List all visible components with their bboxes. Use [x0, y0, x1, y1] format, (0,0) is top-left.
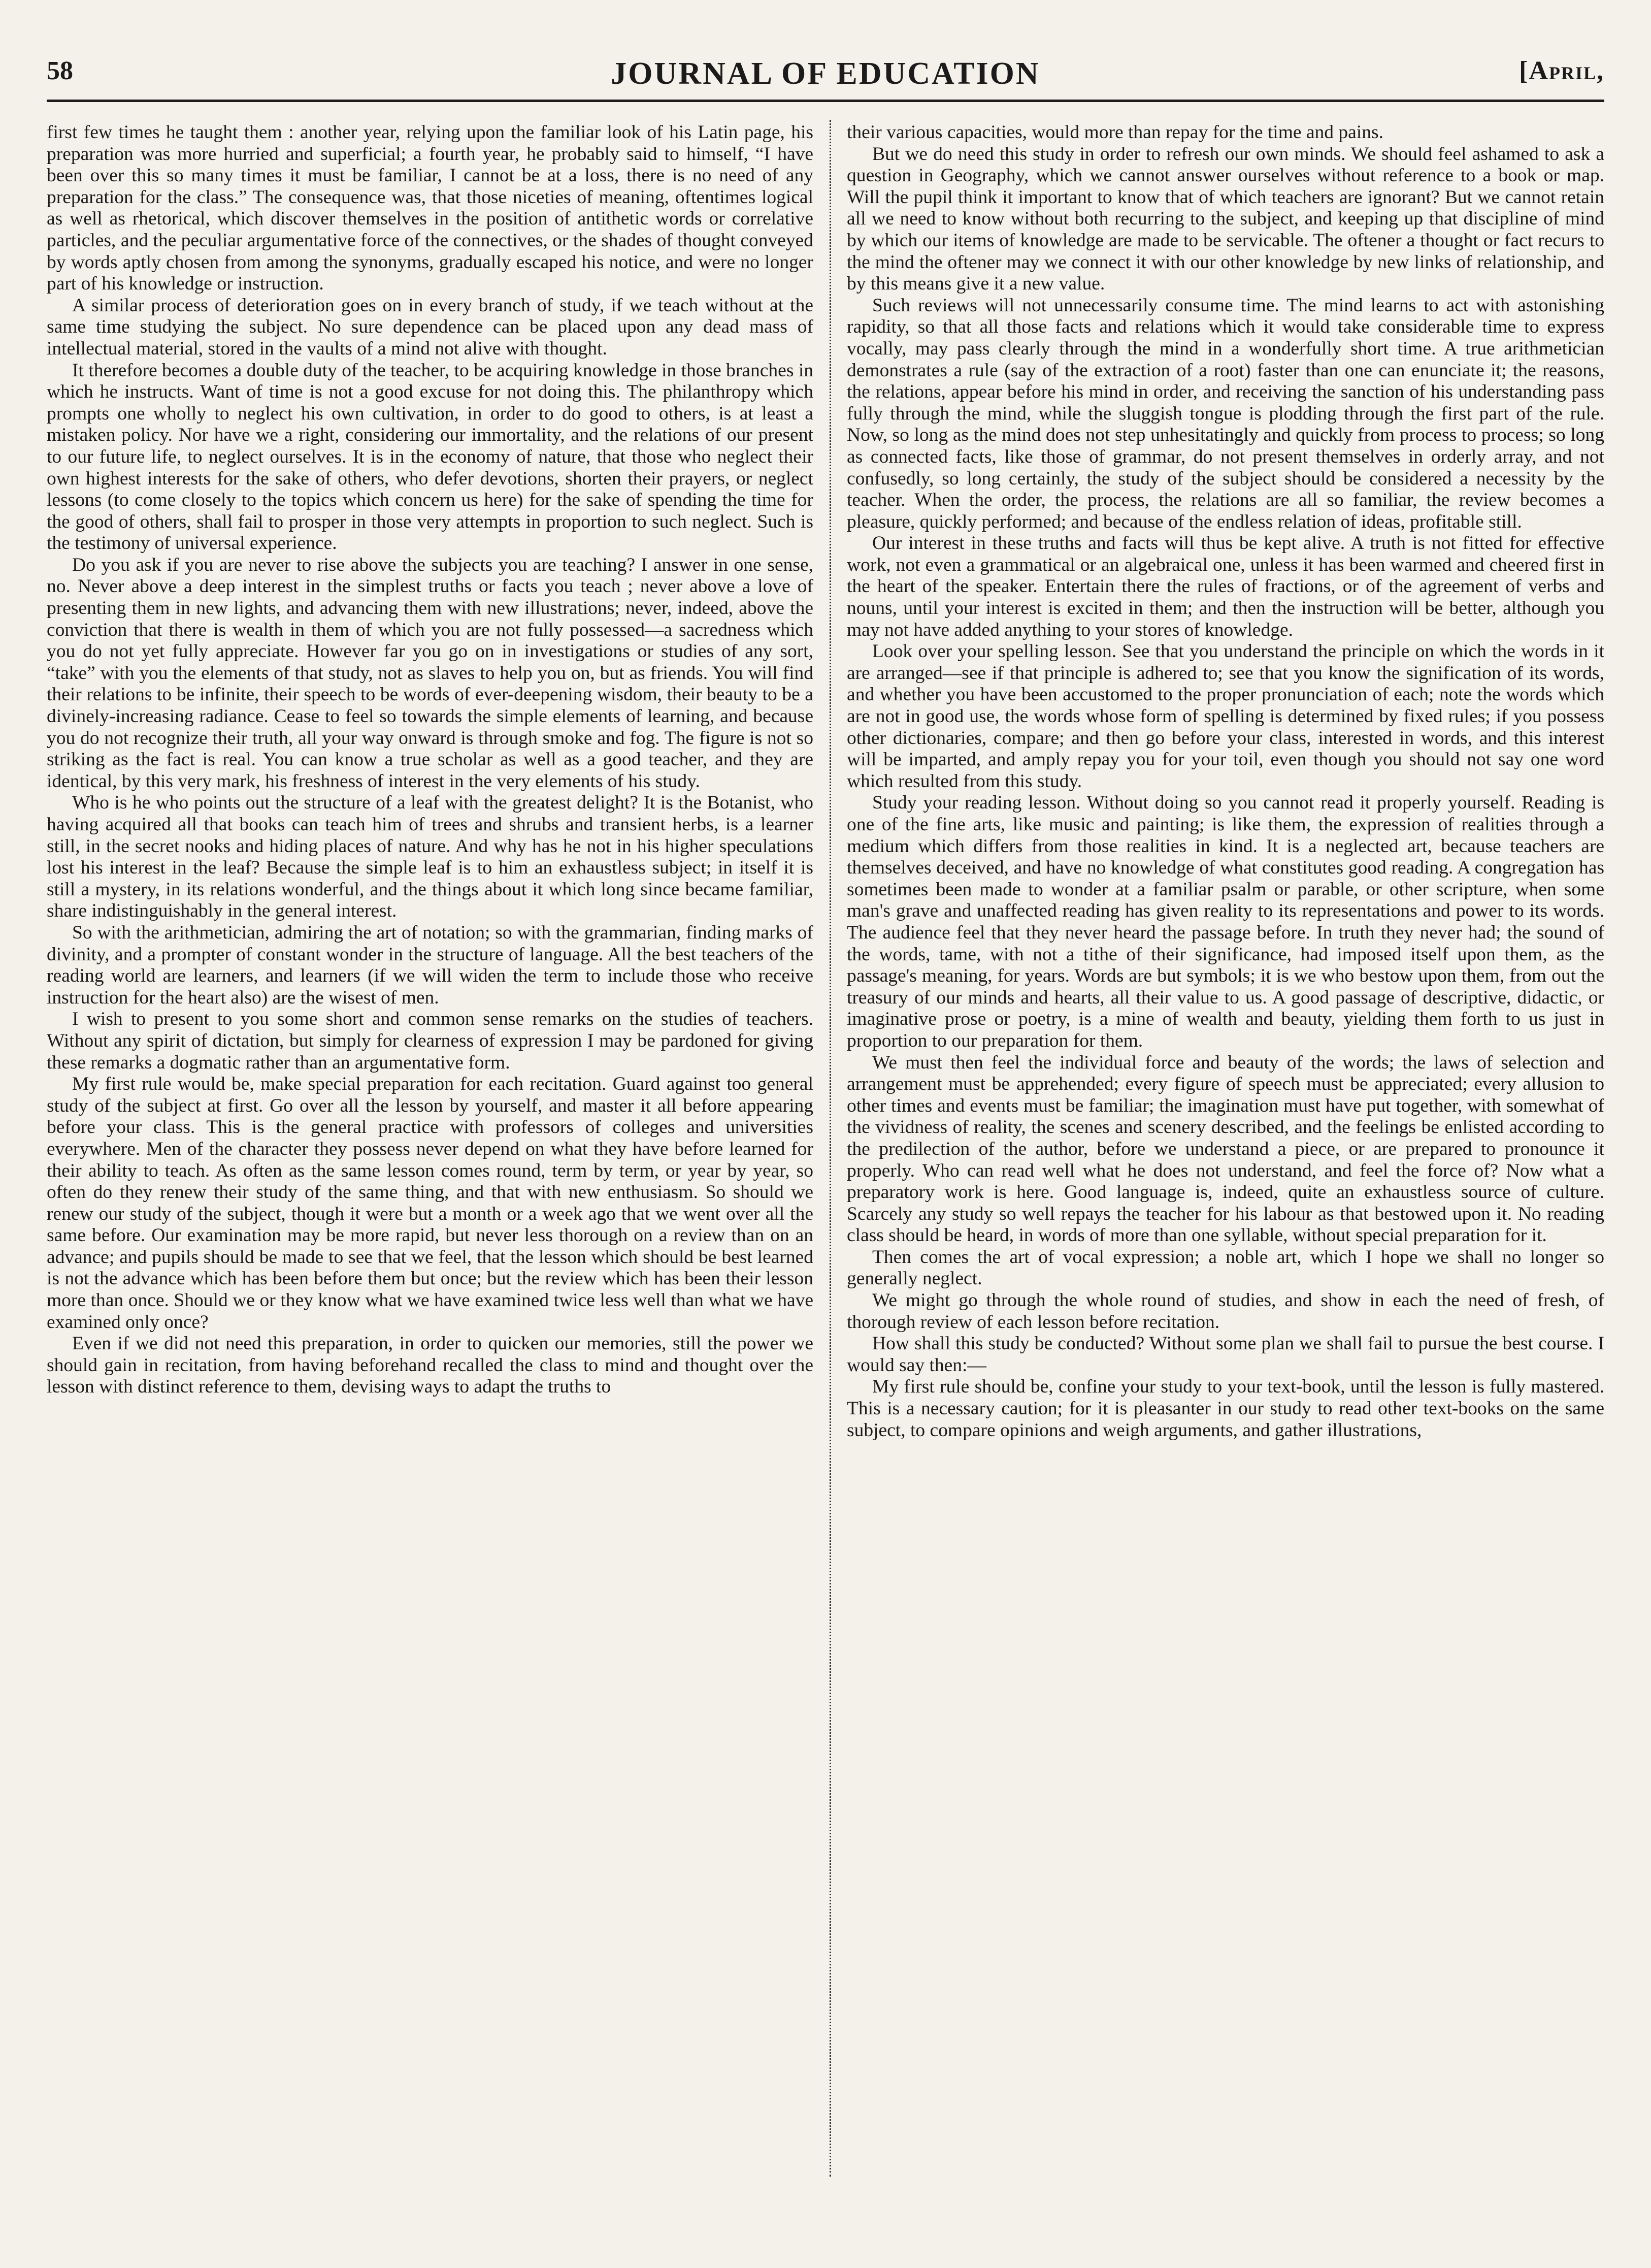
- page-number: 58: [47, 56, 73, 85]
- paragraph: Even if we did not need this preparation, in order to quicken our memories, still the power we should gain in recitation, from having beforehand recalled the class to mind and thought over the lesson with distinct reference to them, devising ways to adapt the truths to: [47, 1333, 813, 1398]
- paragraph: Do you ask if you are never to rise above the subjects you are teaching? I answer in one sense, no. Never above a deep interest in the simplest truths or facts you teach ; never above a love of presenting them in new lights, and advancing them with new illustrations; never, indeed, above the conviction that there is wealth in them of which you are not fully possessed—a sacredness which you do not yet fully appreciate. However far you go on in investigations or studies of any sort, “take” with you the elements of that study, not as slaves to help you on, but as friends. You will find their relations to be infinite, their speech to be words of ever-deepening wisdom, their beauty to be a divinely-increasing radiance. Cease to feel so towards the simple elements of learning, and because you do not recognize their truth, all your way onward is through smoke and fog. The figure is not so striking as the fact is real. You can know a true scholar as well as a good teacher, and they are identical, by this very mark, his freshness of interest in the very elements of his study.: [47, 554, 813, 792]
- paragraph: A similar process of deterioration goes on in every branch of study, if we teach without at the same time studying the subject. No sure dependence can be placed upon any dead mass of intellectual material, stored in the vaults of a mind not alive with thought.: [47, 295, 813, 359]
- paragraph: My first rule would be, make special preparation for each recitation. Guard against too general study of the subject at first. Go over all the lesson by yourself, and master it all before appearing before your class. This is the general practice with professors of colleges and universities everywhere. Men of the character they possess never depend on what they have before learned for their ability to teach. As often as the same lesson comes round, term by term, or year by year, so often do they renew their study of the same thing, and that with new enthusiasm. So should we renew our study of the subject, though it were but a month or a week ago that we went over all the same before. Our examination may be more rapid, but never less thorough on a review than on an advance; and pupils should be made to see that we feel, that the lesson which should be best learned is not the advance which has been before them but once; but the review which has been their lesson more than once. Should we or they know what we have examined twice less well than what we have examined only once?: [47, 1074, 813, 1333]
- paragraph: first few times he taught them : another year, relying upon the familiar look of his Latin page, his preparation was more hurried and superficial; a fourth year, he probably said to himself, “I have been over this so many times it must be familiar, I cannot be at a loss, there is no need of any preparation for the class.” The consequence was, that those niceties of meaning, oftentimes logical as well as rhetorical, which discover themselves in the position of antithetic words or correlative particles, and the peculiar argumentative force of the connectives, or the shades of thought conveyed by words aptly chosen from among the synonyms, gradually escaped his notice, and were no longer part of his knowledge or instruction.: [47, 122, 813, 295]
- paragraph: Look over your spelling lesson. See that you understand the principle on which the words in it are arranged—see if that principle is adhered to; see that you know the signification of its words, and whether you have been accustomed to the proper pronunciation of each; note the words which are not in good use, the words whose form of spelling is determined by fixed rules; if you possess other dictionaries, compare; and then go before your class, interested in words, and this interest will be imparted, and amply repay you for your toil, even though you should not say one word which resulted from this study.: [847, 641, 1604, 792]
- paragraph: Then comes the art of vocal expression; a noble art, which I hope we shall no longer so generally neglect.: [847, 1246, 1604, 1289]
- paragraph: So with the arithmetician, admiring the art of notation; so with the grammarian, finding marks of divinity, and a prompter of constant wonder in the structure of language. All the best teachers of the reading world are learners, and learners (if we will widen the term to include those who receive instruction for the heart also) are the wisest of men.: [47, 922, 813, 1008]
- paragraph: We must then feel the individual force and beauty of the words; the laws of selection and arrangement must be apprehended; every figure of speech must be appreciated; every allusion to other times and events must be familiar; the imagination must have put together, with somewhat of the vividness of reality, the scenes and scenery described, and the feelings be enlisted according to the predilection of the author, before we understand a piece, or are prepared to pronounce it properly. Who can read well what he does not understand, and feel the force of? Now what a preparatory work is here. Good language is, indeed, quite an exhaustless source of culture. Scarcely any study so well repays the teacher for his labour as that bestowed upon it. No reading class should be heard, in words of more than one syllable, without special preparation for it.: [847, 1052, 1604, 1246]
- left-column: [47, 122, 813, 1398]
- paragraph: Who is he who points out the structure of a leaf with the greatest delight? It is the Botanist, who having acquired all that books can teach him of trees and shrubs and transient herbs, is a learner still, in the secret nooks and hiding places of nature. And why has he not in his higher speculations lost his interest in the leaf? Because the simple leaf is to him an exhaustless subject; in itself it is still a mystery, in its relations wonderful, and the things about it which long since became familiar, share indistinguishably in the general interest.: [47, 792, 813, 922]
- paragraph: Our interest in these truths and facts will thus be kept alive. A truth is not fitted for effective work, not even a grammatical or an algebraical one, unless it has been warmed and cheered first in the heart of the speaker. Entertain there the rules of fractions, or of the agreement of verbs and nouns, until your interest is excited in them; and then the instruction will be better, although you may not have added anything to your stores of knowledge.: [847, 533, 1604, 640]
- journal-title: JOURNAL OF EDUCATION: [611, 56, 1040, 91]
- header-rule: [47, 100, 1604, 102]
- right-column: [847, 122, 1604, 1441]
- paragraph: How shall this study be conducted? Without some plan we shall fail to pursue the best course. I would say then:—: [847, 1333, 1604, 1376]
- paragraph: Such reviews will not unnecessarily consume time. The mind learns to act with astonishing rapidity, so that all those facts and relations which it would take considerable time to express vocally, may pass clearly through the mind in a wonderfully short time. A true arithmetician demonstrates a rule (say of the extraction of a root) faster than one can enunciate it; the reasons, the relations, appear before his mind in order, and receiving the sanction of his understanding pass fully through the mind, while the sluggish tongue is plodding through the first part of the rule. Now, so long as the mind does not step unhesitatingly and quickly from process to process; so long as connected facts, like those of grammar, do not present themselves in orderly array, and not confusedly, so long certainly, the study of the subject should be considered a necessity by the teacher. When the order, the process, the relations are all so familiar, the review becomes a pleasure, quickly performed; and because of the endless relation of ideas, profitable still.: [847, 295, 1604, 532]
- paragraph: I wish to present to you some short and common sense remarks on the studies of teachers. Without any spirit of dictation, but simply for clearness of expression I may be pardoned for giving these remarks a dogmatic rather than an argumentative form.: [47, 1009, 813, 1073]
- page-header: [47, 51, 1604, 112]
- paragraph: But we do need this study in order to refresh our own minds. We should feel ashamed to ask a question in Geography, which we cannot answer ourselves without reference to a book or map. Will the pupil think it important to know that of which teachers are ignorant? But we cannot retain all we need to know without both recurring to the subject, and keeping up that discipline of mind by which our items of knowledge are made to be servicable. The oftener a thought or fact recurs to the mind the oftener may we connect it with our other knowledge by new links of relationship, and by this means give it a new value.: [847, 143, 1604, 295]
- paragraph: their various capacities, would more than repay for the time and pains.: [847, 122, 1383, 143]
- issue-month: [April,: [1519, 56, 1604, 85]
- paragraph: Study your reading lesson. Without doing so you cannot read it properly yourself. Reading is one of the fine arts, like music and painting; is like them, the expression of realities through a medium which differs from those realities in kind. It is a neglected art, because teachers are themselves deceived, and have no knowledge of what constitutes good reading. A congregation has sometimes been made to wonder at a familiar psalm or parable, or other scripture, when some man's grave and unaffected reading has given reality to its representations and power to its words. The audience feel that they never heard the passage before. In truth they never had; the sound of the words, tame, with not a tithe of their significance, had imposed itself upon them, as the passage's meaning, for years. Words are but symbols; it is we who bestow upon them, from out the treasury of our minds and hearts, all their value to us. A good passage of descriptive, didactic, or imaginative prose or poetry, is a mine of wealth and beauty, yielding them forth to us just in proportion to our preparation for them.: [847, 792, 1604, 1051]
- paragraph: It therefore becomes a double duty of the teacher, to be acquiring knowledge in those branches in which he instructs. Want of time is not a good excuse for not doing this. The philanthropy which prompts one wholly to neglect his own cultivation, in order to do good to others, is at least a mistaken policy. Nor have we a right, considering our immortality, and the relations of our present to our future life, to neglect ourselves. It is in the economy of nature, that those who neglect their own highest interests for the sake of others, who defer devotions, shorten their prayers, or neglect lessons (to come closely to the topics which concern us here) for the sake of spending the time for the good of others, shall fail to prosper in those very attempts in proportion to such neglect. Such is the testimony of universal experience.: [47, 360, 813, 554]
- paragraph: We might go through the whole round of studies, and show in each the need of fresh, of thorough review of each lesson before recitation.: [847, 1290, 1604, 1333]
- paragraph: My first rule should be, confine your study to your text-book, until the lesson is fully mastered. This is a necessary caution; for it is pleasanter in our study to read other text-books on the same subject, to compare opinions and weigh arguments, and gather illustrations,: [847, 1376, 1604, 1441]
- column-divider: [830, 120, 831, 2177]
